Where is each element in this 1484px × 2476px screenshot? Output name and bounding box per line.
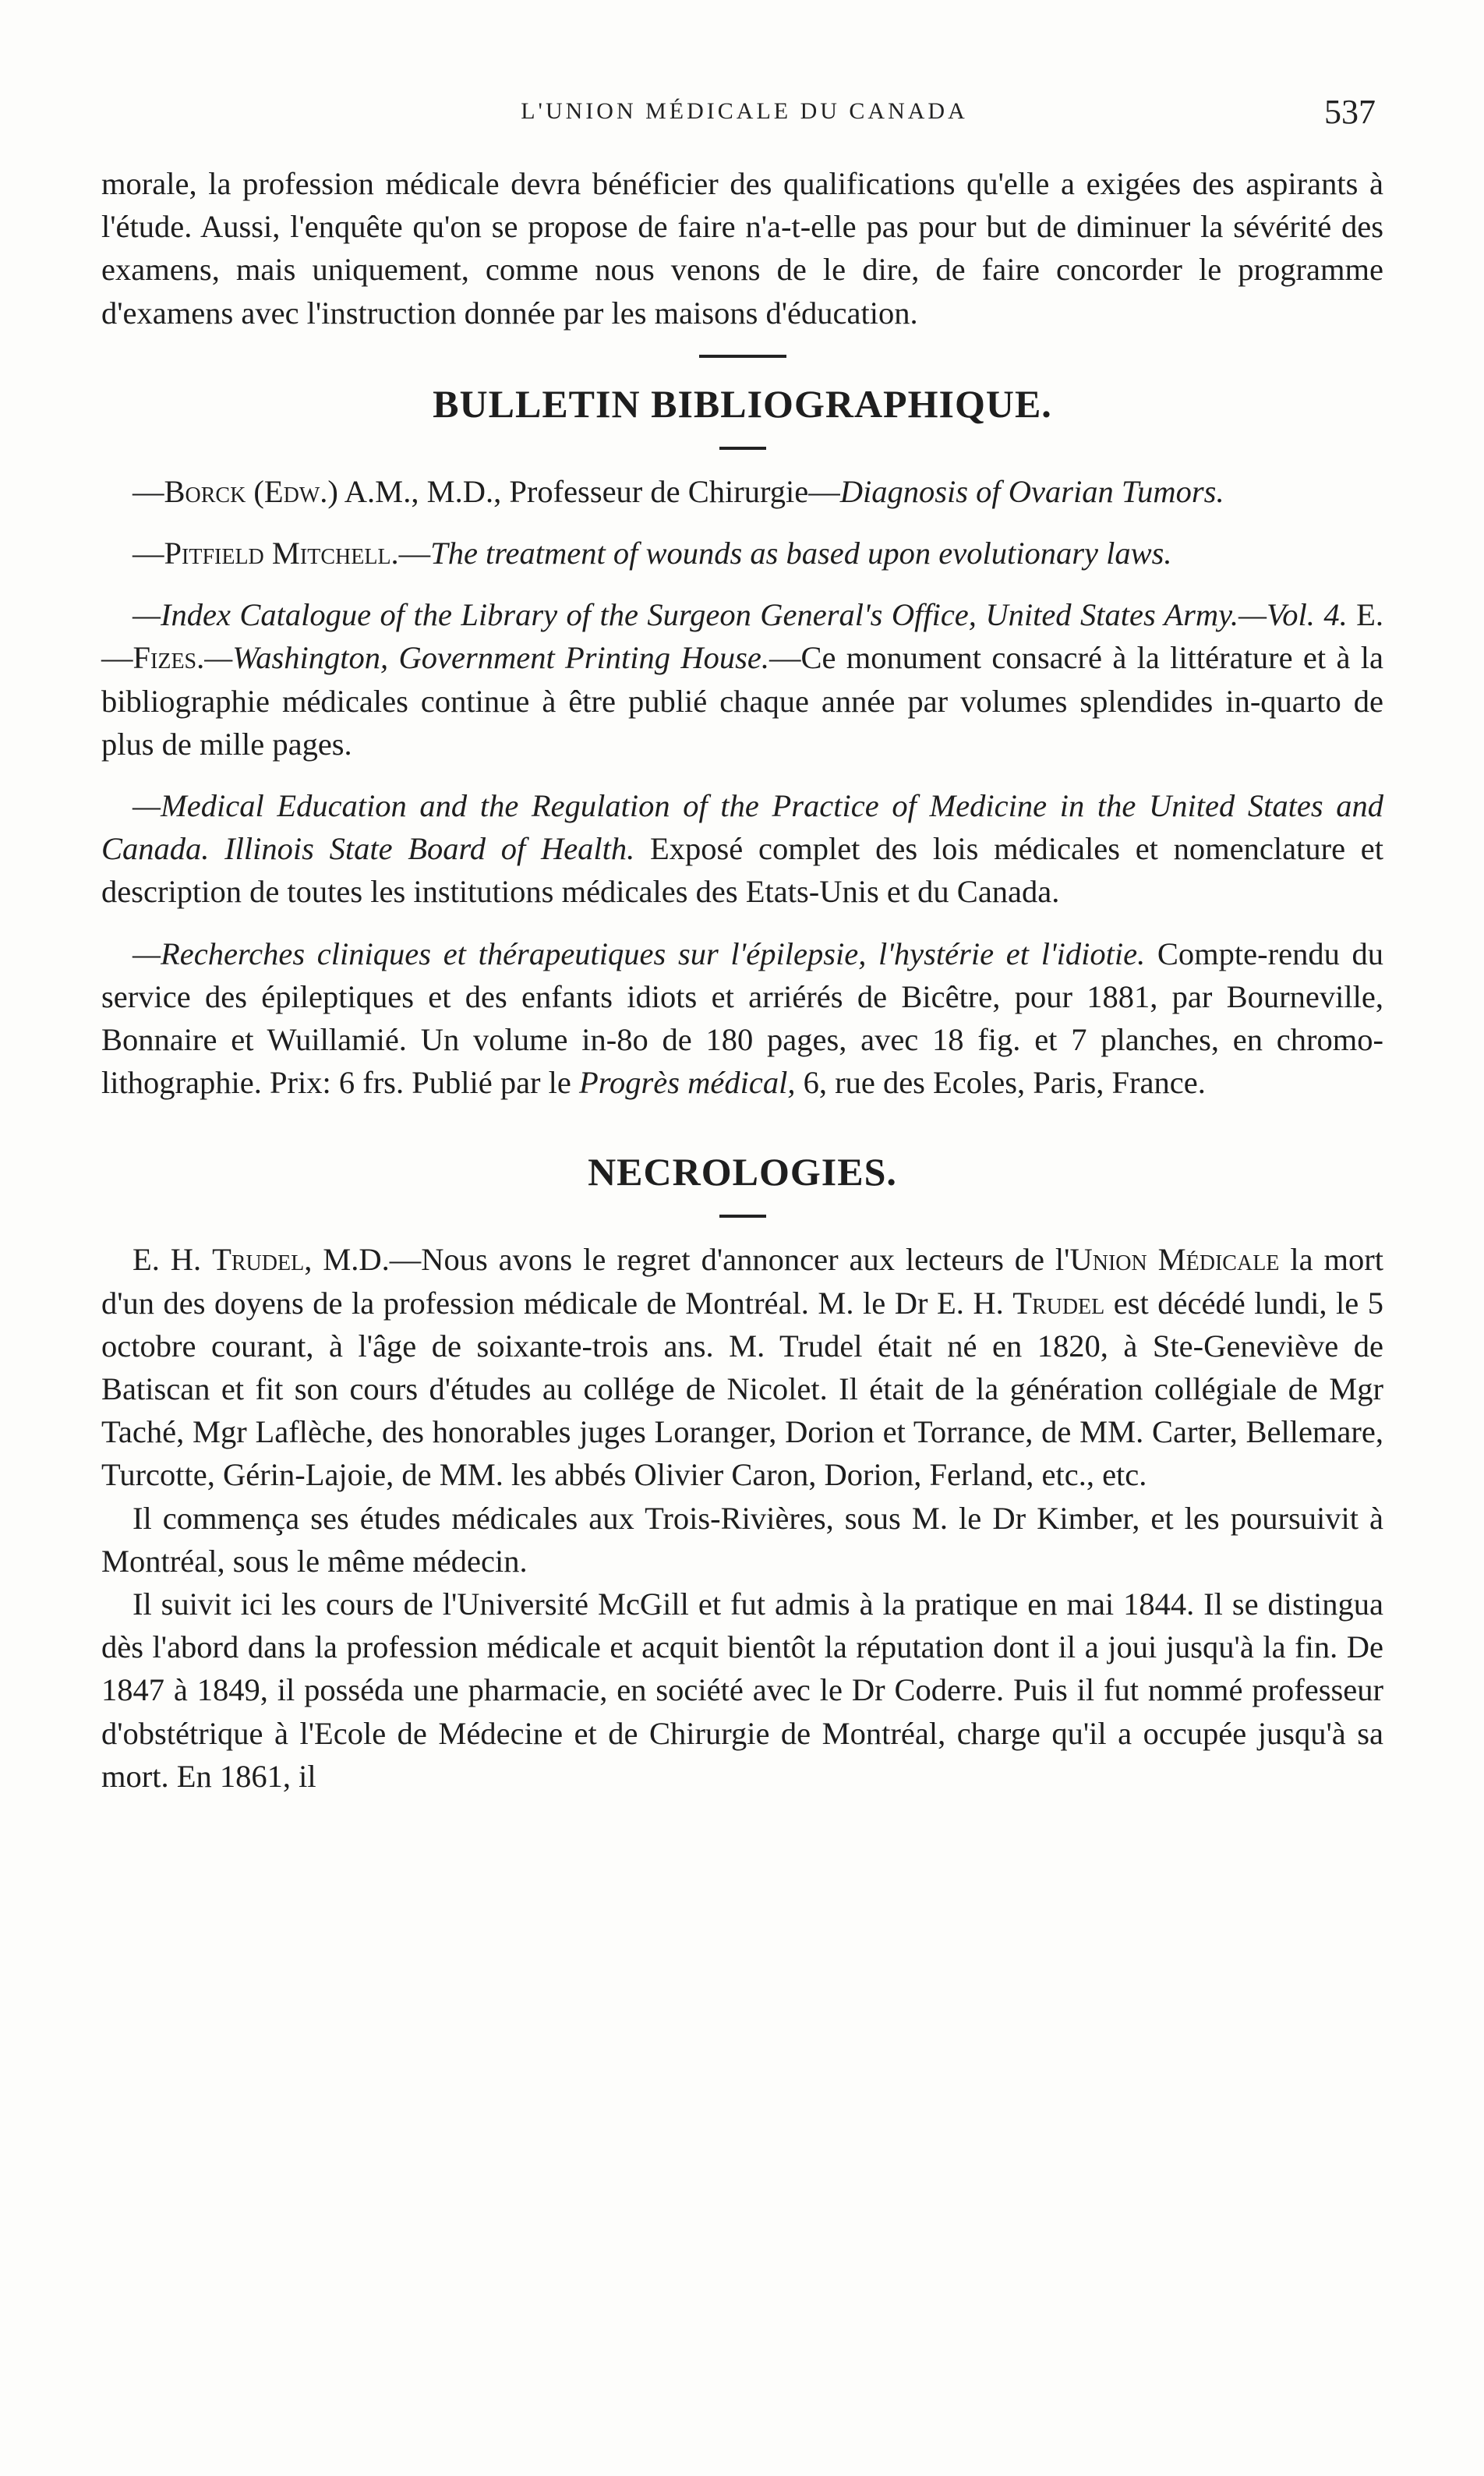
entry-author: —Borck (Edw.) <box>132 473 338 509</box>
entry-text: E.— <box>101 597 1383 676</box>
intro-paragraph: morale, la profession médicale devra bénéficier des qualifications qu'elle a exigées des aspirants à l'étude. Aussi, l'enquête qu'on se propose de faire n'a-t-elle pas pour but de diminuer la sévérité des examens, mais uniquement, comme nous venons de le dire, de faire concorder le programme d'examens avec l'instruction donnée par les maisons d'éducation. <box>101 166 1383 331</box>
bibliography-entry <box>101 932 1383 1105</box>
page-number: 537 <box>1324 93 1376 131</box>
entry-title: —Recherches cliniques et thérapeutiques sur l'épilepsie, l'hystérie et l'idiotie. <box>132 936 1146 971</box>
text-run: la mort d'un des doyens de la profession médicale de Montréal. M. le Dr E. H. <box>101 1242 1383 1321</box>
bibliography-entry <box>101 532 1383 575</box>
entry-author: Fizes. <box>132 640 205 676</box>
divider-rule-short <box>719 447 766 450</box>
entry-title: Diagnosis of Ovarian Tumors. <box>839 473 1224 509</box>
bibliography-entry <box>101 470 1383 513</box>
text-run: E. H. <box>132 1242 213 1278</box>
necrology-paragraph: Il commença ses études médicales aux Trois-Rivières, sous M. le Dr Kimber, et les poursuivit à Montréal, sous le même médecin. <box>101 1500 1383 1579</box>
person-name: Trudel <box>212 1242 305 1278</box>
entry-title: —Index Catalogue of the Library of the Surgeon General's Office, United States Army.—Vol. 4. <box>132 597 1348 633</box>
entry-publisher: Progrès médical, <box>579 1065 796 1101</box>
section-gap <box>101 1104 1383 1148</box>
entry-text: Exposé complet des lois médicales et nomenclature et description de toutes les institutions médicales des Etats-Unis et du Canada. <box>101 831 1383 910</box>
bibliography-entry <box>101 593 1383 766</box>
entry-text: —Ce monument consacré à la littérature et à la bibliographie médicales continue à être publié chaque année par volumes splendides in-quarto de plus de mille pages. <box>101 640 1383 762</box>
entry-text: 6, rue des Ecoles, Paris, France. <box>795 1065 1206 1101</box>
entry-title: —Medical Education and the Regulation of the Practice of Medicine in the United States and Canada. Illinois State Board of Health. <box>101 788 1383 867</box>
entry-text: Compte-rendu du service des épileptiques et des enfants idiots et arriérés de Bicêtre, pour 1881, par Bourneville, Bonnaire et Wuillamié. Un volume in-8o de 180 pages, avec 18 fig. et 7 planches, en chromo-lithographie. Prix: 6 frs. Publié par le <box>101 936 1383 1101</box>
entry-text: A.M., M.D., Professeur de Chirurgie— <box>337 473 840 509</box>
entry-publisher: —Washington, Government Printing House. <box>204 640 769 676</box>
bibliography-entry <box>101 784 1383 914</box>
page-header <box>113 92 1376 139</box>
necrology-paragraph: Il suivit ici les cours de l'Université McGill et fut admis à la pratique en mai 1844. Il se distingua dès l'abord dans la profession médicale et acquit bientôt la réputation dont il a joui jusqu'à la fin. De 1847 à 1849, il posséda une pharmacie, en société avec le Dr Coderre. Puis il fut nommé professeur d'obstétrique à l'Ecole de Médecine et de Chirurgie de Montréal, charge qu'il a occupée jusqu'à sa mort. En 1861, il <box>101 1586 1383 1794</box>
text-run: est décédé lundi, le 5 octobre courant, à l'âge de soixante-trois ans. M. Trudel était né en 1820, à Ste-Geneviève de Batiscan et fit son cours d'études au collége de Nicolet. Il était de la génération collégiale de Mgr Taché, Mgr Laflèche, des honorables juges Loranger, Dorion et Torrance, de MM. Carter, Bellemare, Turcotte, Gérin-Lajoie, de MM. les abbés Olivier Caron, Dorion, Ferland, etc., etc. <box>101 1285 1384 1493</box>
necrology-paragraph <box>101 1238 1383 1496</box>
body-text <box>101 162 1383 1798</box>
necrologies-heading: NECROLOGIES. <box>588 1150 897 1194</box>
entry-text: — <box>398 536 431 571</box>
divider-rule <box>699 355 786 358</box>
entry-title: The treatment of wounds as based upon evolutionary laws. <box>430 536 1172 571</box>
entry-author: —Pitfield Mitchell. <box>132 536 399 571</box>
divider-rule-short <box>719 1215 766 1218</box>
running-title: L'UNION MÉDICALE DU CANADA <box>521 98 968 124</box>
person-name: Trudel <box>1012 1285 1105 1321</box>
journal-name: Union Médicale <box>1069 1242 1280 1278</box>
text-run: , M.D.—Nous avons le regret d'annoncer aux lecteurs de l' <box>304 1242 1070 1278</box>
bulletin-heading: BULLETIN BIBLIOGRAPHIQUE. <box>433 381 1052 426</box>
